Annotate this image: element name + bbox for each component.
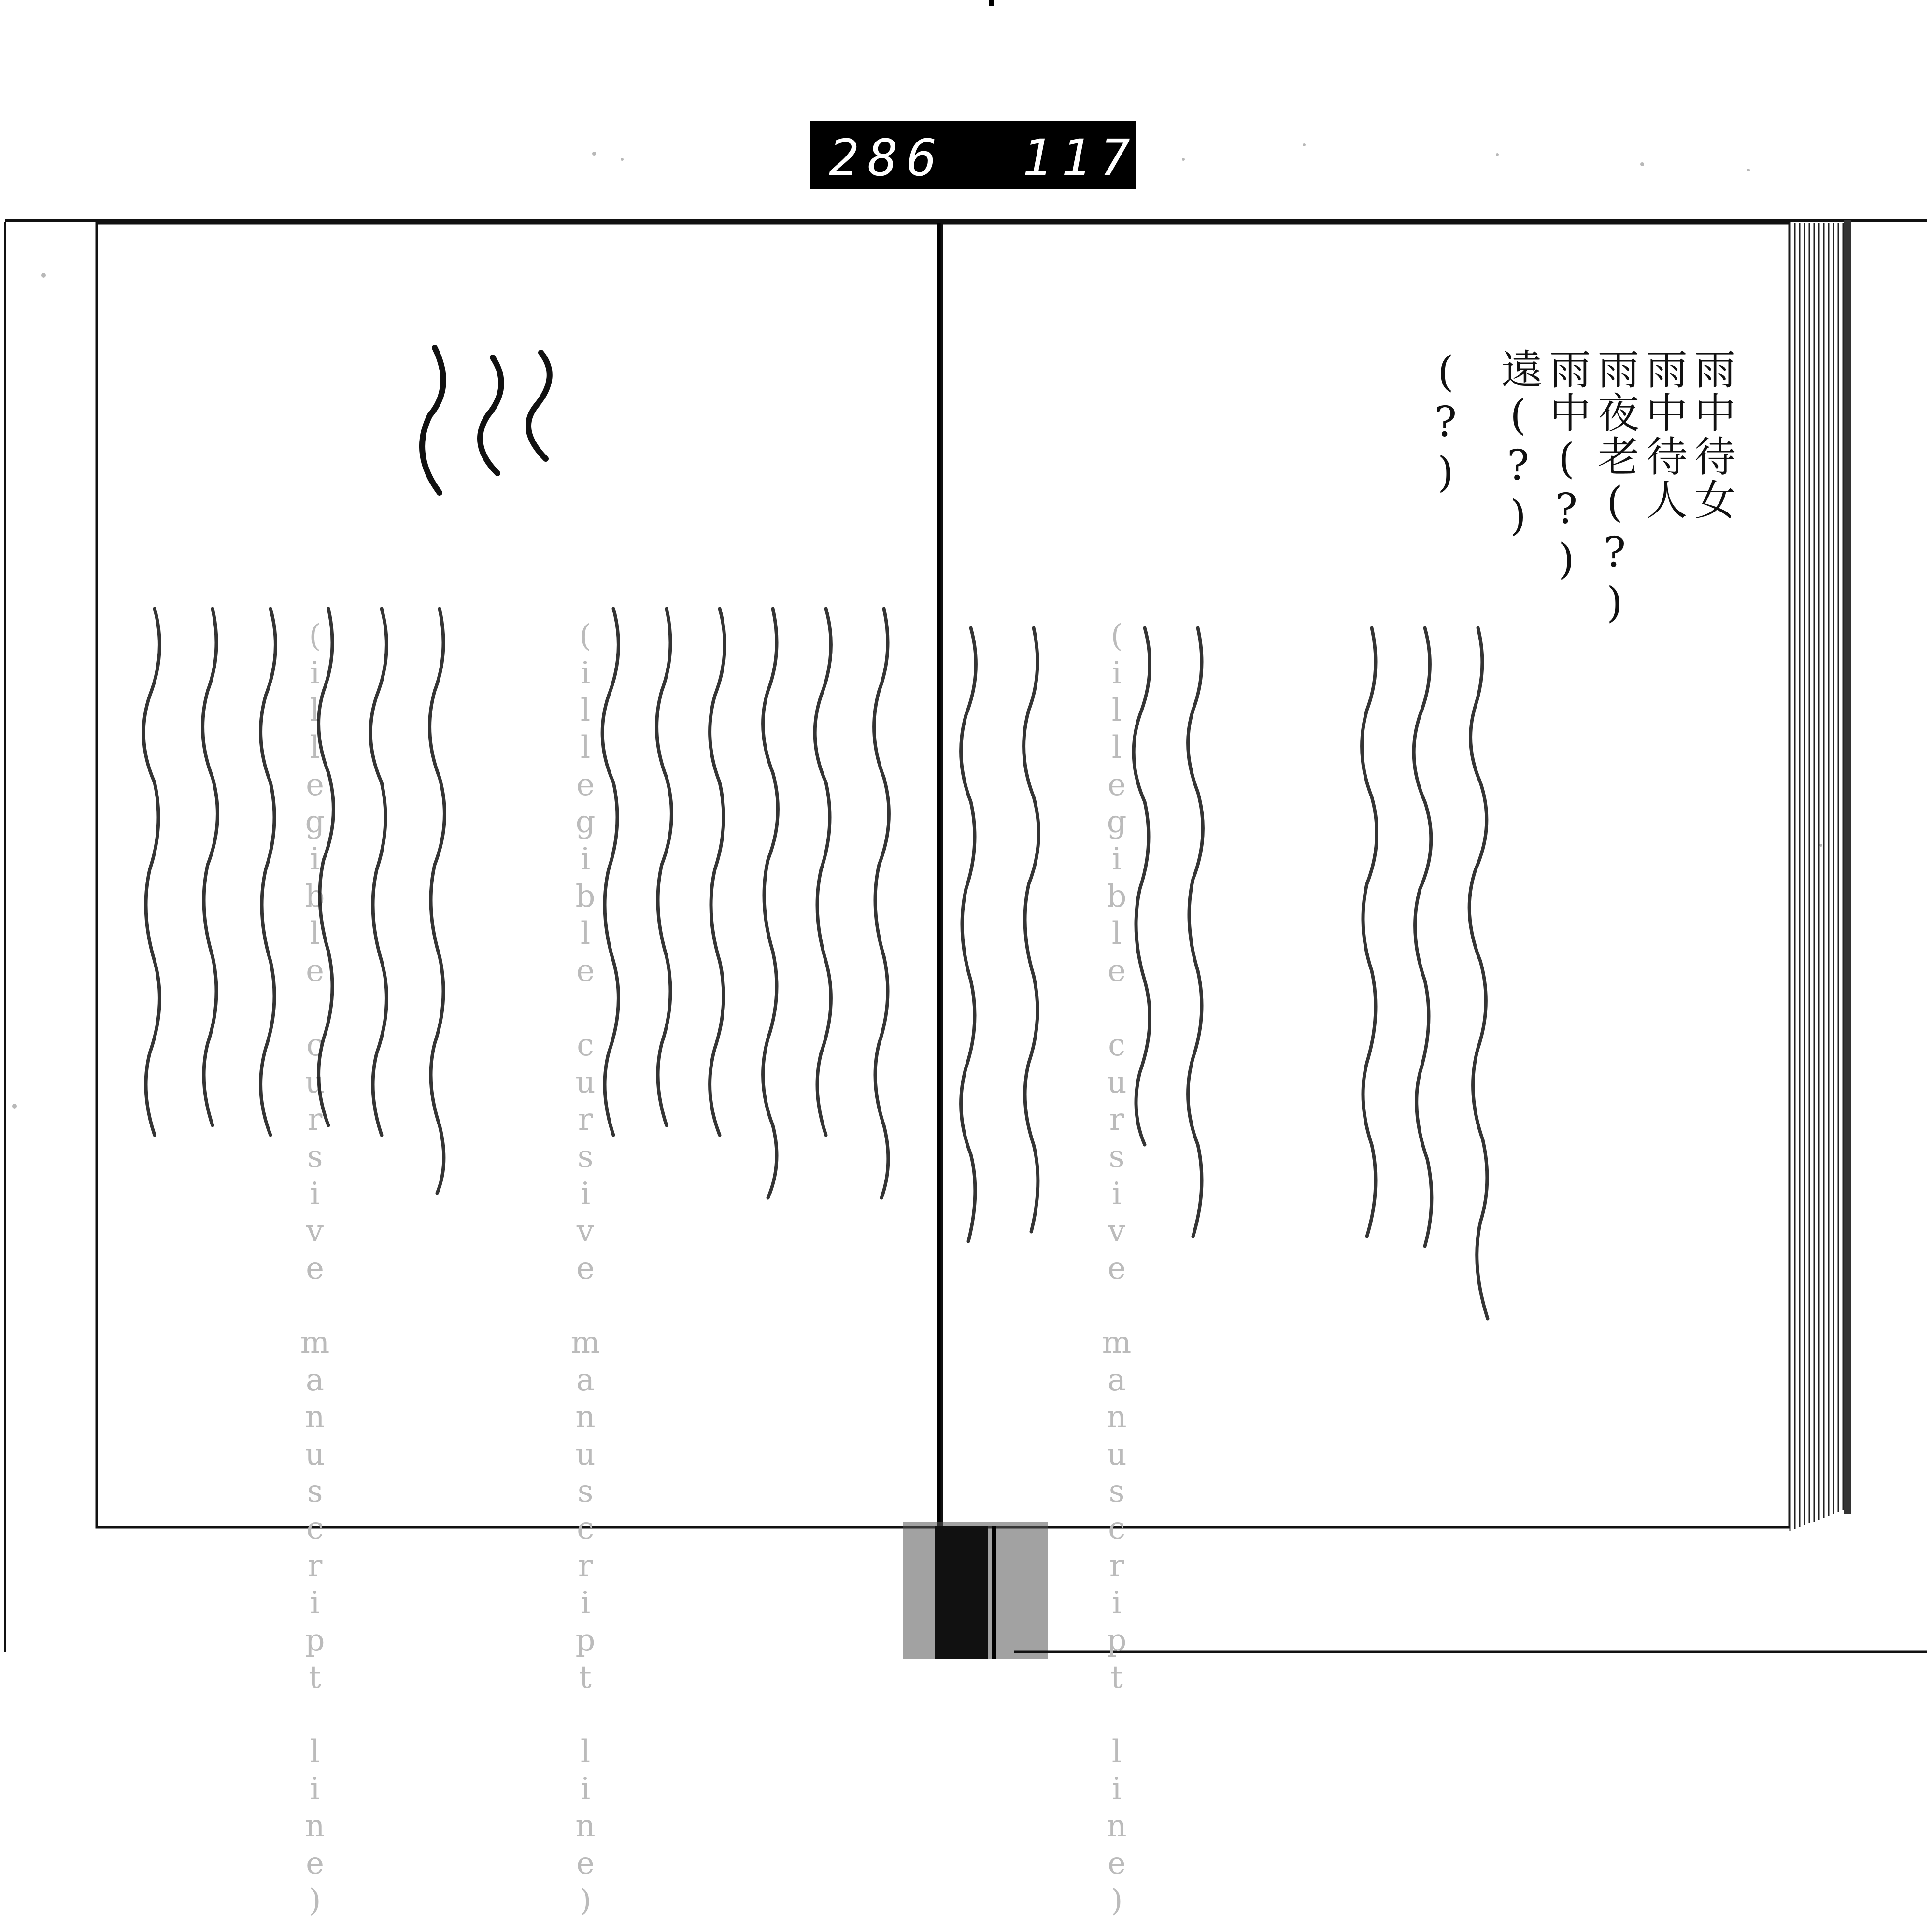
text-line: (illegible cursive manuscript line): [1099, 618, 1135, 1920]
text-line: (illegible cursive manuscript line): [568, 618, 603, 1920]
heading-3: 雨夜老(?): [1591, 348, 1639, 629]
heading-2: 雨中待人: [1639, 348, 1687, 522]
heading-6: (?): [1421, 348, 1470, 498]
heading-1: 雨中待女: [1687, 348, 1735, 522]
text-line: (illegible cursive manuscript line): [297, 618, 333, 1920]
heading-5: 遠(?): [1494, 348, 1542, 542]
catalog-label: [810, 121, 1139, 189]
catalog-number-right: 117: [1022, 128, 1139, 187]
catalog-number-left: 286: [829, 128, 946, 187]
heading-4: 雨中(?): [1542, 348, 1591, 585]
